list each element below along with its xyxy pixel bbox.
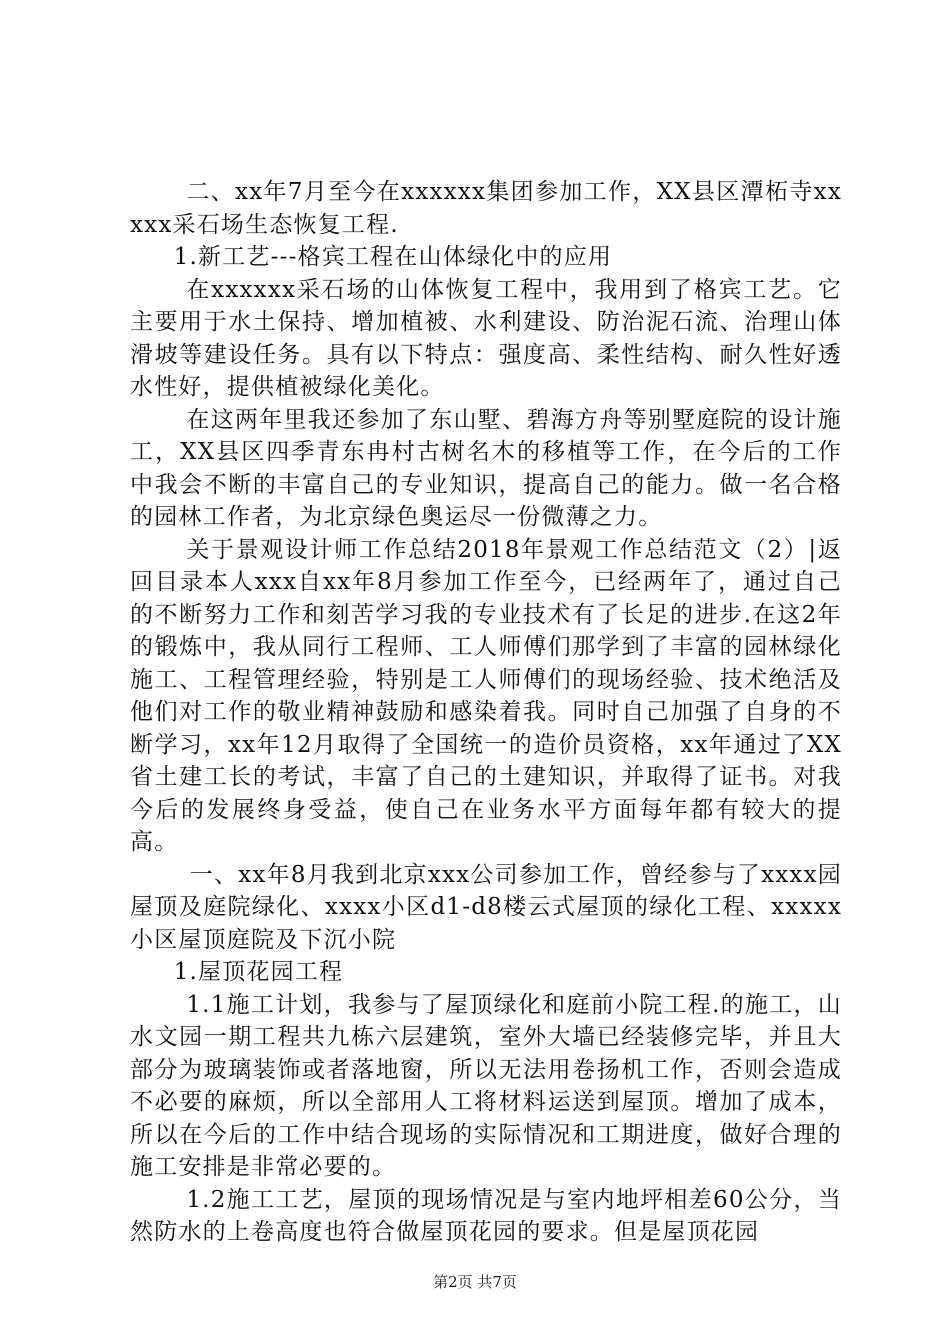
paragraph-gabion-description: 在xxxxxx采石场的山体恢复工程中，我用到了格宾工艺。它主要用于水土保持、增加植被、水利建设、防治泥石流、治理山体滑坡等建设任务。具有以下特点：强度高、柔性结构、耐久性好透水性好，提供植被绿化美化。 xyxy=(130,276,842,400)
paragraph-villa-projects: 在这两年里我还参加了东山墅、碧海方舟等别墅庭院的设计施工，XX县区四季青东冉村古树名木的移植等工作，在今后的工作中我会不断的丰富自己的专业知识，提高自己的能力。做一名合格的园林工作者，为北京绿色奥运尽一份微薄之力。 xyxy=(130,406,842,530)
paragraph-section-two: 二、xx年7月至今在xxxxxx集团参加工作，XX县区潭柘寺xxxxx采石场生态恢复工程. xyxy=(130,179,842,238)
paragraph-section-one: 一、xx年8月我到北京xxx公司参加工作，曾经参与了xxxx园屋顶及庭院绿化、xxxx小区d1-d8楼云式屋顶的绿化工程、xxxxx小区屋顶庭院及下沉小院 xyxy=(130,861,842,953)
paragraph-construction-process: 1.2施工工艺，屋顶的现场情况是与室内地坪相差60公分，当然防水的上卷高度也符合做屋顶花园的要求。但是屋顶花园 xyxy=(130,1186,842,1245)
paragraph-construction-plan: 1.1施工计划，我参与了屋顶绿化和庭前小院工程.的施工，山水文园一期工程共九栋六层建筑，室外大墙已经装修完毕，并且大部分为玻璃装饰或者落地窗，所以无法用卷扬机工作，否则会造成不必要的麻烦，所以全部用人工将材料运送到屋顶。增加了成本，所以在今后的工作中结合现场的实际情况和工期进度，做好合理的施工安排是非常必要的。 xyxy=(130,991,842,1180)
paragraph-heading-gabion: 1.新工艺---格宾工程在山体绿化中的应用 xyxy=(173,244,613,270)
paragraph-heading-roof-garden: 1.屋顶花园工程 xyxy=(173,959,344,985)
document-body xyxy=(130,176,842,1249)
paragraph-summary-intro: 关于景观设计师工作总结2018年景观工作总结范文（2）|返回目录本人xxx自xx年8月参加工作至今，已经两年了，通过自己的不断努力工作和刻苦学习我的专业技术有了长足的进步.在这2年的锻炼中，我从同行工程师、工人师傅们那学到了丰富的园林绿化施工、工程管理经验，特别是工人师傅们的现场经验、技术绝活及他们对工作的敬业精神鼓励和感染着我。同时自己加强了自身的不断学习，xx年12月取得了全国统一的造价员资格，xx年通过了XX省土建工长的考试，丰富了自己的土建知识，并取得了证书。对我今后的发展终身受益，使自己在业务水平方面每年都有较大的提高。 xyxy=(130,536,842,855)
page-footer: 第2页 共7页 xyxy=(433,1273,517,1291)
